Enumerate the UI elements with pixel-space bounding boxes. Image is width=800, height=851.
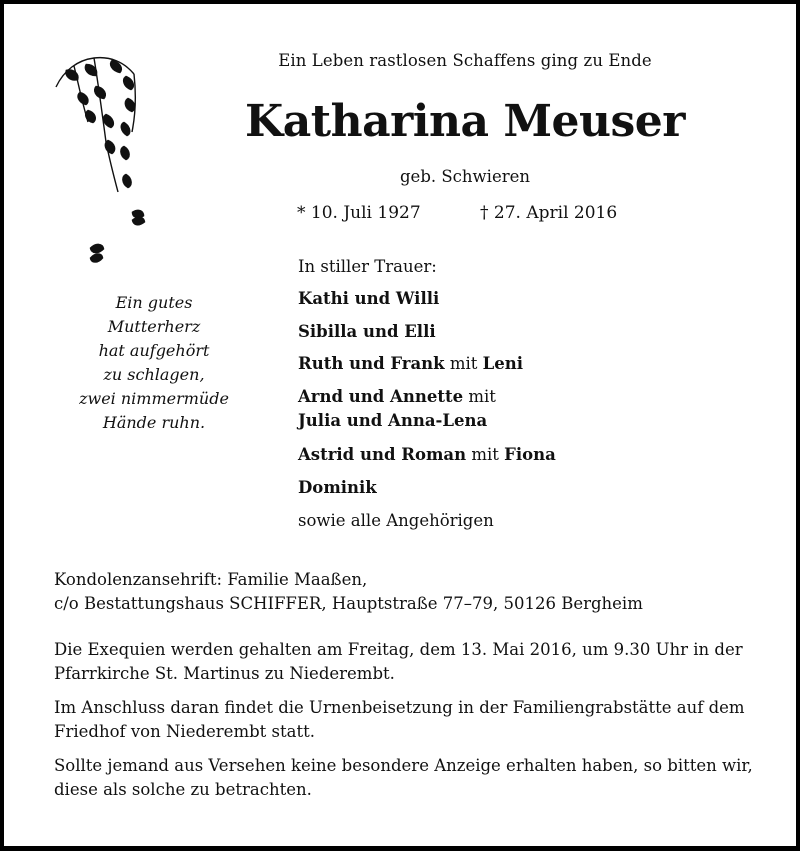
death-date: † 27. April 2016	[480, 203, 618, 223]
mourner-names: Astrid und Roman	[298, 445, 467, 464]
mourner-row	[298, 445, 556, 464]
text-line: diese als solche zu betrachten.	[54, 780, 312, 799]
text-line: Pfarrkirche St. Martinus zu Niederembt.	[54, 664, 395, 683]
mourner-connector: mit	[471, 445, 499, 464]
poem-line: hat aufgehört	[98, 341, 210, 360]
text-line: c/o Bestattungshaus SCHIFFER, Hauptstraße 77–79, 50126 Bergheim	[54, 594, 643, 613]
condolence-address	[54, 568, 754, 616]
mourner-names: Julia und Anna-Lena	[298, 411, 488, 430]
motto: Ein Leben rastlosen Schaffens ging zu Ende	[278, 51, 652, 70]
mourner-connector: mit	[449, 354, 478, 373]
mourner-names: Sibilla und Elli	[298, 322, 436, 341]
notice-paragraph	[54, 754, 754, 802]
mourner-connector: mit	[468, 387, 496, 406]
obituary-notice	[4, 4, 796, 846]
mourners-intro: In stiller Trauer:	[298, 257, 437, 276]
mourner-names: Leni	[482, 354, 524, 373]
poem-line: Hände ruhn.	[102, 413, 206, 432]
mourner-row	[298, 289, 439, 308]
text-line: Sollte jemand aus Versehen keine besondere Anzeige erhalten haben, so bitten wir,	[54, 756, 753, 775]
mourner-row	[298, 411, 487, 430]
text-line: Im Anschluss daran findet die Urnenbeisetzung in der Familiengrabstätte auf dem	[54, 698, 745, 717]
mourner-names: Dominik	[298, 478, 377, 497]
mourner-names: Fiona	[504, 445, 556, 464]
mourner-names: Kathi und Willi	[298, 289, 440, 308]
poem-line: Ein gutes	[115, 293, 193, 312]
poem	[64, 291, 244, 435]
poem-line: zu schlagen,	[103, 365, 205, 384]
mourner-row	[298, 387, 496, 406]
mourner-row	[298, 478, 377, 497]
mourner-names: Ruth und Frank	[298, 354, 445, 373]
poem-line: Mutterherz	[107, 317, 201, 336]
text-line: Friedhof von Niederembt statt.	[54, 722, 315, 741]
mourners-outro: sowie alle Angehörigen	[298, 511, 494, 530]
birth-date: * 10. Juli 1927	[297, 203, 421, 223]
deceased-name: Katharina Meuser	[245, 96, 685, 147]
poem-line: zwei nimmermüde	[79, 389, 229, 408]
mourner-row	[298, 322, 436, 341]
birth-name: geb. Schwieren	[400, 167, 530, 186]
text-line: Die Exequien werden gehalten am Freitag, dem 13. Mai 2016, um 9.30 Uhr in der	[54, 640, 743, 659]
burial-paragraph	[54, 696, 754, 744]
mourner-names: Arnd und Annette	[298, 387, 464, 406]
mourner-row	[298, 354, 523, 373]
text-line: Kondolenzansehrift: Familie Maaßen,	[54, 570, 368, 589]
exequien-paragraph	[54, 638, 754, 686]
